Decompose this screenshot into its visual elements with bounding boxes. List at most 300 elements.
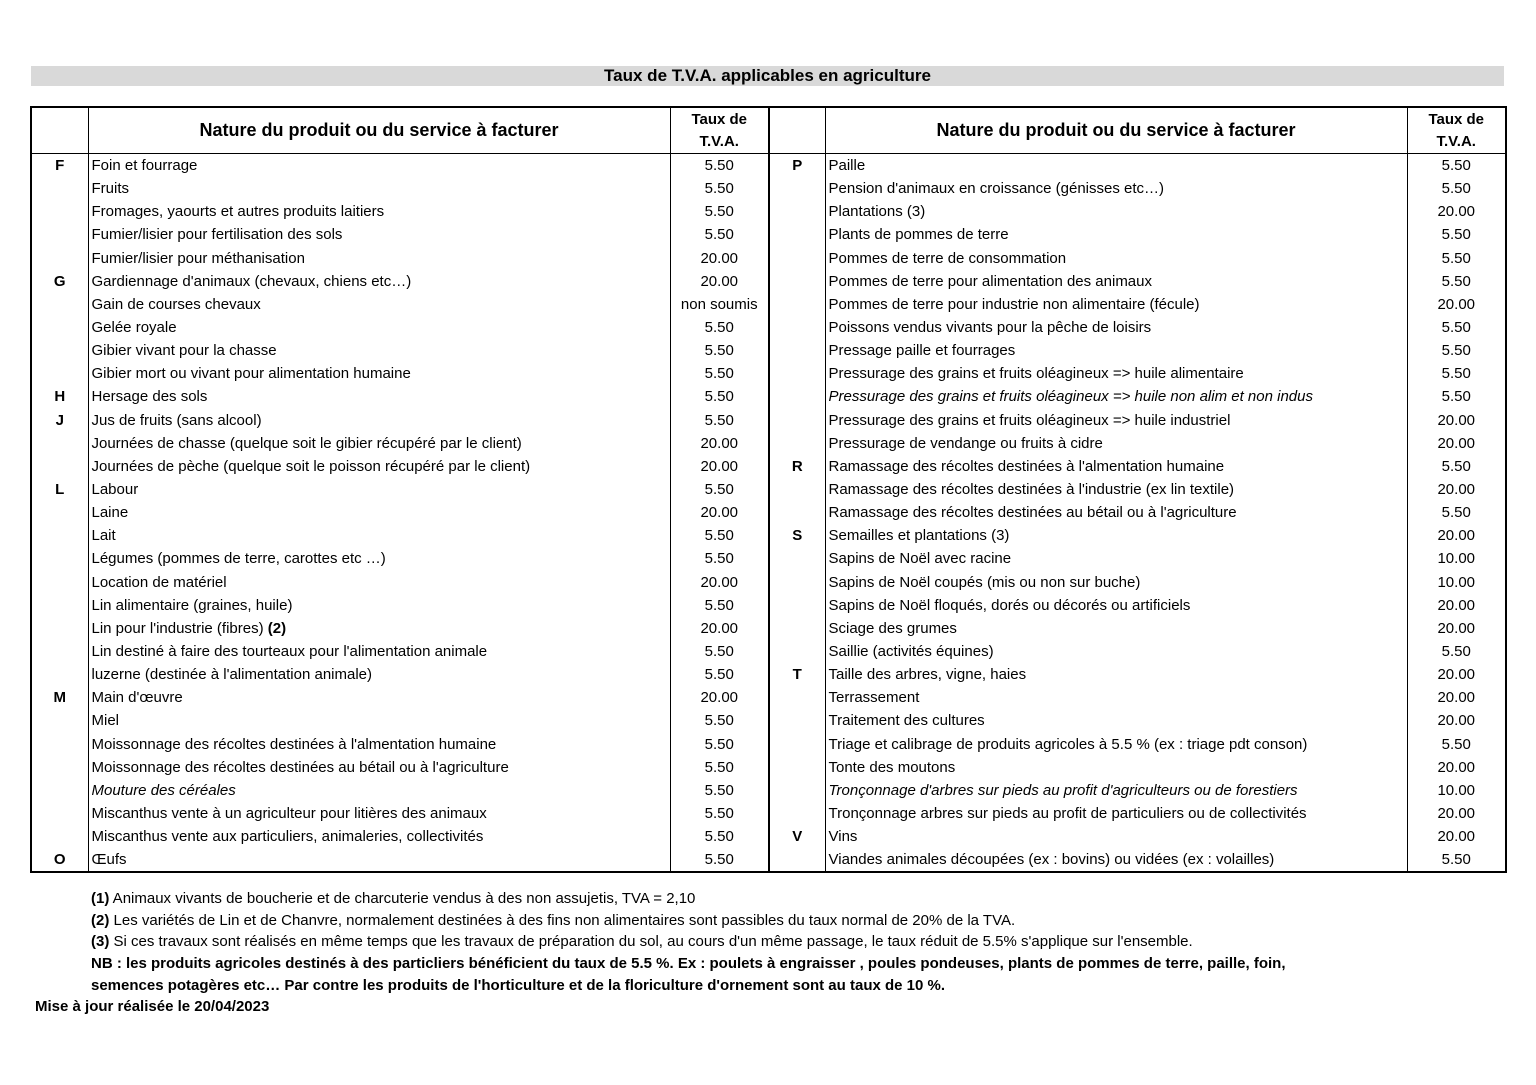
rate-left — [670, 640, 769, 663]
product-right — [825, 756, 1407, 779]
footnote-text: Les variétés de Lin et de Chanvre, normalement destinées à des fins non alimentaires sont passibles du taux normal de 20% de la TVA. — [109, 911, 1016, 929]
product-left — [88, 385, 670, 408]
letter-right — [769, 316, 825, 339]
letter-left — [31, 247, 88, 270]
header-rate-line1: Taux de — [1428, 110, 1485, 128]
product-left — [88, 733, 670, 756]
table-row — [31, 385, 1506, 408]
letter-left-text: M — [53, 689, 66, 707]
rate-right-text: 20.00 — [1437, 411, 1476, 429]
rate-right — [1407, 385, 1506, 408]
product-right-text: Pressurage des grains et fruits oléagineux => huile industriel — [828, 411, 1231, 429]
rate-right — [1407, 756, 1506, 779]
product-right — [825, 177, 1407, 200]
rate-right — [1407, 455, 1506, 478]
table-row — [31, 455, 1506, 478]
letter-left — [31, 362, 88, 385]
table-row — [31, 571, 1506, 594]
rate-right-text: 20.00 — [1437, 758, 1476, 776]
header-rate-line1: Taux de — [691, 110, 748, 128]
product-left-text: Fumier/lisier pour fertilisation des sols — [91, 226, 343, 244]
rate-left — [670, 362, 769, 385]
footnote-mark: (3) — [91, 933, 110, 951]
product-left — [88, 270, 670, 293]
footnote-ref: (2) — [267, 619, 287, 637]
rate-right — [1407, 617, 1506, 640]
product-right-text: Pommes de terre de consommation — [828, 249, 1067, 267]
product-left-text: Gardiennage d'animaux (chevaux, chiens etc…) — [91, 272, 412, 290]
product-left-text: Miscanthus vente à un agriculteur pour litières des animaux — [91, 805, 487, 822]
rate-right-text: 20.00 — [1437, 619, 1476, 637]
letter-right-text: R — [791, 457, 803, 475]
product-left-text: Gibier mort ou vivant pour alimentation humaine — [91, 365, 411, 383]
product-left-text: Miscanthus vente aux particuliers, animaleries, collectivités — [91, 828, 484, 846]
rate-right-text: 10.00 — [1437, 573, 1476, 591]
rate-right-text: 20.00 — [1437, 481, 1476, 499]
rate-right-text: 5.50 — [1441, 157, 1471, 175]
product-left — [88, 478, 670, 501]
rate-left-text: 5.50 — [704, 180, 734, 198]
product-left — [88, 501, 670, 524]
letter-left — [31, 270, 88, 293]
rate-left-text: 5.50 — [704, 388, 734, 406]
rate-right-text: 5.50 — [1441, 180, 1471, 198]
letter-left — [31, 293, 88, 316]
table-row — [31, 733, 1506, 756]
product-left-text: Gelée royale — [91, 319, 177, 337]
table-row — [31, 200, 1506, 223]
product-right-text: Ramassage des récoltes destinées à l'almentation humaine — [828, 457, 1225, 475]
letter-right — [769, 200, 825, 223]
update-date: Mise à jour réalisée le 20/04/2023 — [35, 998, 270, 1015]
letter-left — [31, 200, 88, 223]
rate-left — [670, 501, 769, 524]
letter-left — [31, 709, 88, 732]
table-row — [31, 825, 1506, 848]
product-right — [825, 478, 1407, 501]
rate-left — [670, 709, 769, 732]
header-nature-right: Nature du produit ou du service à facturer — [825, 107, 1407, 154]
rate-right-text: 5.50 — [1441, 365, 1471, 383]
rate-left — [670, 177, 769, 200]
table-row — [31, 524, 1506, 547]
product-left — [88, 339, 670, 362]
letter-right — [769, 501, 825, 524]
product-left — [88, 223, 670, 246]
letter-left-text: H — [54, 388, 66, 406]
rate-left-text: 5.50 — [704, 481, 734, 499]
table-row — [31, 316, 1506, 339]
product-left — [88, 571, 670, 594]
rate-left — [670, 455, 769, 478]
letter-left — [31, 409, 88, 432]
rate-left-text: 5.50 — [704, 550, 734, 568]
rate-right — [1407, 524, 1506, 547]
nb-note-line1: NB : les produits agricoles destinés à des particliers bénéficient du taux de 5.5 %. Ex : poulets à engraisser , poules pondeuses, plants de pommes de terre, paille, foin, — [91, 955, 1286, 973]
rate-right — [1407, 362, 1506, 385]
product-right-text: Pension d'animaux en croissance (génisses etc…) — [828, 180, 1165, 198]
letter-left — [31, 617, 88, 640]
letter-left — [31, 825, 88, 848]
product-left — [88, 686, 670, 709]
letter-right-text: S — [792, 527, 803, 545]
rate-right-text: 5.50 — [1441, 851, 1471, 869]
rate-right — [1407, 247, 1506, 270]
rate-left — [670, 432, 769, 455]
product-right-text: Sciage des grumes — [828, 619, 957, 637]
product-left-text: Miel — [91, 712, 120, 730]
product-right — [825, 825, 1407, 848]
rate-right-text: 20.00 — [1437, 805, 1476, 822]
product-left-text: Gain de courses chevaux — [91, 295, 261, 313]
product-left — [88, 756, 670, 779]
letter-left — [31, 177, 88, 200]
rate-right — [1407, 501, 1506, 524]
rate-right-text: 5.50 — [1441, 272, 1471, 290]
letter-left — [31, 663, 88, 686]
rate-right — [1407, 733, 1506, 756]
table-body — [31, 154, 1506, 873]
rate-right-text: 5.50 — [1441, 319, 1471, 337]
table-row — [31, 362, 1506, 385]
product-left-text: Moissonnage des récoltes destinées au bétail ou à l'agriculture — [91, 758, 509, 776]
rate-right — [1407, 802, 1506, 825]
product-right — [825, 501, 1407, 524]
product-left-text: Location de matériel — [91, 573, 227, 591]
letter-left — [31, 524, 88, 547]
table-row — [31, 223, 1506, 246]
rate-left — [670, 316, 769, 339]
product-right-text: Semailles et plantations (3) — [828, 527, 1010, 545]
product-right — [825, 640, 1407, 663]
product-right — [825, 432, 1407, 455]
letter-right — [769, 432, 825, 455]
letter-right — [769, 663, 825, 686]
product-left-text: Lin destiné à faire des tourteaux pour l'alimentation animale — [91, 643, 488, 661]
rate-left — [670, 247, 769, 270]
product-right-text: Pommes de terre pour industrie non alimentaire (fécule) — [828, 295, 1200, 313]
rate-left-text: 5.50 — [704, 319, 734, 337]
rate-left-text: 5.50 — [704, 226, 734, 244]
letter-left — [31, 455, 88, 478]
product-left-text: luzerne (destinée à l'alimentation animale) — [91, 666, 373, 684]
table-row — [31, 802, 1506, 825]
product-left — [88, 293, 670, 316]
rate-right — [1407, 663, 1506, 686]
product-left — [88, 640, 670, 663]
product-right — [825, 524, 1407, 547]
rate-right-text: 10.00 — [1437, 781, 1476, 799]
table-row — [31, 247, 1506, 270]
product-left — [88, 524, 670, 547]
product-left-text: Lin alimentaire (graines, huile) — [91, 596, 293, 614]
product-left-text: Journées de chasse (quelque soit le gibier récupéré par le client) — [91, 434, 522, 452]
rate-right — [1407, 825, 1506, 848]
product-right-text: Pressage paille et fourrages — [828, 342, 1016, 360]
product-right — [825, 339, 1407, 362]
product-right-text: Plantations (3) — [828, 203, 926, 221]
letter-left — [31, 640, 88, 663]
page-title: Taux de T.V.A. applicables en agriculture — [31, 66, 1504, 86]
rate-right-text: 20.00 — [1437, 828, 1476, 846]
product-right — [825, 362, 1407, 385]
letter-left-text: G — [53, 272, 66, 290]
product-left — [88, 848, 670, 872]
rate-left-text: 20.00 — [700, 619, 739, 637]
letter-left-text: F — [55, 157, 65, 175]
letter-left-text: O — [53, 851, 66, 869]
rate-left-text: 20.00 — [700, 249, 739, 267]
product-right — [825, 709, 1407, 732]
rate-right — [1407, 640, 1506, 663]
product-right — [825, 223, 1407, 246]
product-right-text: Sapins de Noël coupés (mis ou non sur buche) — [828, 573, 1141, 591]
rate-right — [1407, 848, 1506, 872]
rate-right-text: 20.00 — [1437, 434, 1476, 452]
product-right-text: Tronçonnage d'arbres sur pieds au profit d'agriculteurs ou de forestiers — [828, 781, 1298, 799]
rate-left-text: 5.50 — [704, 781, 734, 799]
rate-left — [670, 733, 769, 756]
product-left — [88, 316, 670, 339]
product-left-text: Laine — [91, 504, 129, 522]
product-right-text: Taille des arbres, vigne, haies — [828, 666, 1027, 684]
product-right-text: Vins — [828, 828, 858, 846]
footnote-text: Si ces travaux sont réalisés en même temps que les travaux de préparation du sol, au cours d'un même passage, le taux réduit de 5.5% s'applique sur l'ensemble. — [109, 933, 1193, 951]
product-left — [88, 200, 670, 223]
footnote-mark: (2) — [91, 911, 110, 929]
rate-left-text: 20.00 — [700, 434, 739, 452]
letter-right — [769, 385, 825, 408]
rate-left-text: 5.50 — [704, 643, 734, 661]
letter-right — [769, 154, 825, 178]
rate-left-text: 5.50 — [704, 342, 734, 360]
letter-right-text: T — [792, 666, 802, 684]
table-row — [31, 547, 1506, 570]
rate-left — [670, 617, 769, 640]
letter-right — [769, 247, 825, 270]
letter-right — [769, 825, 825, 848]
rate-left — [670, 200, 769, 223]
header-letter-right — [769, 107, 825, 154]
letter-right — [769, 270, 825, 293]
product-right-text: Tronçonnage arbres sur pieds au profit de particuliers ou de collectivités — [828, 805, 1307, 822]
rate-right-text: 20.00 — [1437, 666, 1476, 684]
letter-right-text: V — [792, 828, 803, 846]
letter-left — [31, 594, 88, 617]
product-right — [825, 594, 1407, 617]
rate-left-text: 20.00 — [700, 573, 739, 591]
rate-right — [1407, 316, 1506, 339]
letter-right — [769, 362, 825, 385]
letter-left — [31, 756, 88, 779]
letter-left — [31, 316, 88, 339]
letter-right — [769, 455, 825, 478]
rate-left-text: non soumis — [680, 295, 758, 313]
rate-right — [1407, 432, 1506, 455]
letter-right — [769, 802, 825, 825]
product-left-text: Œufs — [91, 851, 127, 869]
table-row — [31, 640, 1506, 663]
product-right-text: Paille — [828, 157, 866, 175]
letter-left — [31, 339, 88, 362]
product-right — [825, 617, 1407, 640]
rate-right — [1407, 686, 1506, 709]
footnote-text: Animaux vivants de boucherie et de charcuterie vendus à des non assujetis, TVA = 2,10 — [109, 890, 696, 907]
product-left — [88, 547, 670, 570]
rate-right — [1407, 270, 1506, 293]
rate-right-text: 5.50 — [1441, 226, 1471, 244]
table-row — [31, 686, 1506, 709]
product-left-text: Main d'œuvre — [91, 689, 183, 707]
product-left — [88, 802, 670, 825]
table-header-row — [31, 107, 1506, 154]
product-right-text: Pressurage de vendange ou fruits à cidre — [828, 434, 1103, 452]
rate-right — [1407, 547, 1506, 570]
table-row — [31, 177, 1506, 200]
rate-left-text: 5.50 — [704, 365, 734, 383]
rate-right-text: 5.50 — [1441, 504, 1471, 522]
rate-right-text: 20.00 — [1437, 689, 1476, 707]
rate-left-text: 5.50 — [704, 596, 734, 614]
product-left-text: Lait — [91, 527, 116, 545]
rate-right — [1407, 478, 1506, 501]
letter-left-text: J — [55, 411, 64, 429]
product-right-text: Plants de pommes de terre — [828, 226, 1009, 244]
table-row — [31, 154, 1506, 178]
table-row — [31, 409, 1506, 432]
product-left — [88, 247, 670, 270]
product-left-text: Foin et fourrage — [91, 157, 198, 175]
table-row — [31, 709, 1506, 732]
rate-right-text: 20.00 — [1437, 203, 1476, 221]
letter-left — [31, 432, 88, 455]
letter-right — [769, 779, 825, 802]
product-right-text: Ramassage des récoltes destinées à l'industrie (ex lin textile) — [828, 481, 1235, 499]
rate-left-text: 5.50 — [704, 851, 734, 869]
rate-left-text: 5.50 — [704, 712, 734, 730]
rate-left — [670, 293, 769, 316]
product-right — [825, 547, 1407, 570]
rate-left — [670, 154, 769, 178]
product-left-text: Fruits — [91, 180, 129, 198]
letter-left — [31, 501, 88, 524]
rate-left-text: 20.00 — [700, 457, 739, 475]
letter-right — [769, 686, 825, 709]
product-right — [825, 200, 1407, 223]
product-right-text: Terrassement — [828, 689, 920, 707]
letter-left — [31, 154, 88, 178]
product-left — [88, 362, 670, 385]
table-row — [31, 594, 1506, 617]
product-left-text: Moissonnage des récoltes destinées à l'almentation humaine — [91, 735, 497, 753]
rate-left — [670, 270, 769, 293]
letter-right — [769, 756, 825, 779]
letter-right — [769, 478, 825, 501]
rate-left-text: 5.50 — [704, 758, 734, 776]
letter-right — [769, 571, 825, 594]
rate-left-text: 5.50 — [704, 666, 734, 684]
product-left-text: Gibier vivant pour la chasse — [91, 342, 277, 360]
product-left-text: Journées de pèche (quelque soit le poisson récupéré par le client) — [91, 457, 531, 475]
nb-note-line2: semences potagères etc… Par contre les produits de l'horticulture et de la floriculture d'ornement sont au taux de 10 %. — [91, 976, 946, 994]
product-left — [88, 779, 670, 802]
product-right-text: Pommes de terre pour alimentation des animaux — [828, 272, 1152, 290]
letter-right — [769, 177, 825, 200]
rate-right — [1407, 709, 1506, 732]
product-right-text: Sapins de Noël avec racine — [828, 550, 1012, 568]
footnote-2 — [91, 910, 1286, 932]
rate-right — [1407, 177, 1506, 200]
table-row — [31, 756, 1506, 779]
rate-right-text: 5.50 — [1441, 388, 1471, 406]
rate-left-text: 5.50 — [704, 828, 734, 846]
product-left-text: Jus de fruits (sans alcool) — [91, 411, 262, 429]
rate-left — [670, 825, 769, 848]
rate-right — [1407, 594, 1506, 617]
product-right-text: Viandes animales découpées (ex : bovins) ou vidées (ex : volailles) — [828, 851, 1275, 869]
rate-right — [1407, 200, 1506, 223]
table-row — [31, 663, 1506, 686]
letter-left — [31, 802, 88, 825]
product-right — [825, 802, 1407, 825]
rate-left-text: 5.50 — [704, 203, 734, 221]
rate-right-text: 20.00 — [1437, 527, 1476, 545]
footnote-mark: (1) — [91, 890, 110, 907]
product-left — [88, 177, 670, 200]
letter-right — [769, 640, 825, 663]
product-right — [825, 385, 1407, 408]
rate-left — [670, 802, 769, 825]
letter-left — [31, 571, 88, 594]
letter-right — [769, 547, 825, 570]
product-right — [825, 316, 1407, 339]
product-right — [825, 455, 1407, 478]
rate-left-text: 20.00 — [700, 689, 739, 707]
letter-left — [31, 547, 88, 570]
letter-left — [31, 733, 88, 756]
product-left-text: Labour — [91, 481, 139, 499]
header-rate-line2: T.V.A. — [699, 132, 739, 150]
table-row — [31, 339, 1506, 362]
rate-left — [670, 779, 769, 802]
footnote-1 — [91, 888, 1286, 910]
product-right-text: Poissons vendus vivants pour la pêche de loisirs — [828, 319, 1152, 337]
product-right — [825, 409, 1407, 432]
header-letter-left — [31, 107, 88, 154]
rate-left — [670, 594, 769, 617]
product-left — [88, 409, 670, 432]
letter-right — [769, 409, 825, 432]
header-nature-left: Nature du produit ou du service à facturer — [88, 107, 670, 154]
rate-right — [1407, 339, 1506, 362]
rate-right-text: 10.00 — [1437, 550, 1476, 568]
rate-left — [670, 547, 769, 570]
product-right-text: Pressurage des grains et fruits oléagineux => huile alimentaire — [828, 365, 1244, 383]
letter-left — [31, 779, 88, 802]
rate-left — [670, 756, 769, 779]
product-left-text: Fumier/lisier pour méthanisation — [91, 249, 305, 267]
rate-left — [670, 478, 769, 501]
rate-left-text: 5.50 — [704, 157, 734, 175]
letter-right — [769, 733, 825, 756]
rate-left — [670, 223, 769, 246]
letter-left — [31, 848, 88, 872]
rate-left-text: 20.00 — [700, 272, 739, 290]
product-right-text: Tonte des moutons — [828, 758, 956, 776]
rate-left — [670, 385, 769, 408]
product-right-text: Sapins de Noël floqués, dorés ou décorés ou artificiels — [828, 596, 1191, 614]
header-rate-right — [1407, 107, 1506, 154]
